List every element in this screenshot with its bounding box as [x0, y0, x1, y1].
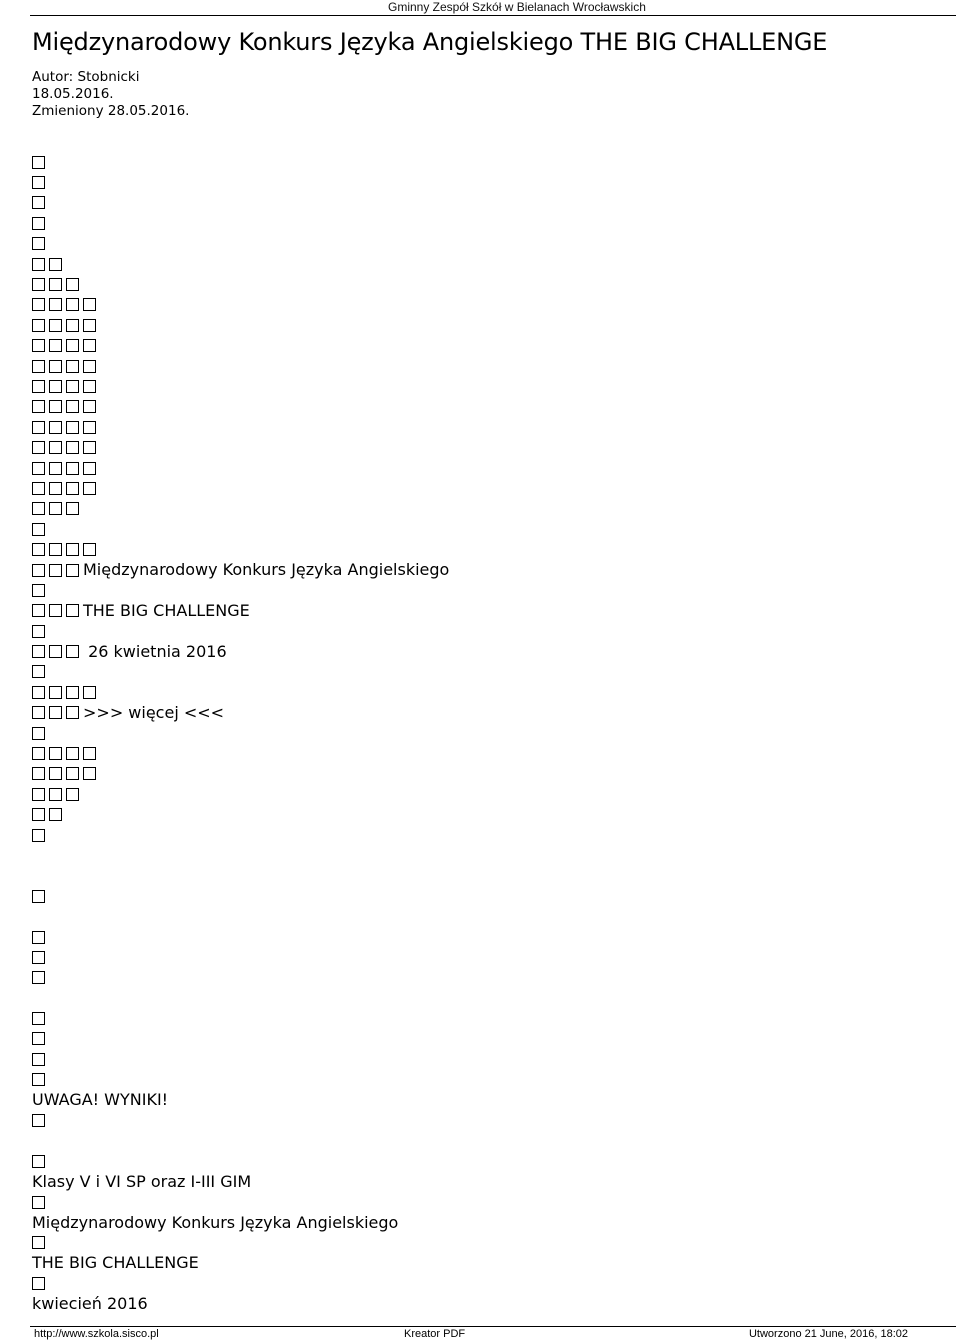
missing-glyph-icon	[32, 196, 45, 209]
missing-glyph-icon	[49, 767, 62, 780]
missing-glyph-icon	[83, 421, 96, 434]
content-line	[32, 662, 449, 682]
line-text: Międzynarodowy Konkurs Języka Angielskiego	[83, 560, 450, 579]
missing-glyph-icon	[83, 482, 96, 495]
content-line	[32, 601, 449, 621]
missing-glyph-icon	[49, 502, 62, 515]
content-line	[32, 1172, 449, 1192]
missing-glyph-icon	[32, 482, 45, 495]
content-line	[32, 478, 449, 498]
missing-glyph-icon	[66, 441, 79, 454]
content-line	[32, 172, 449, 192]
missing-glyph-icon	[49, 788, 62, 801]
content-line	[32, 1029, 449, 1049]
footer-created: Utworzono 21 June, 2016, 18:02	[748, 1328, 908, 1340]
article-body	[32, 152, 449, 1314]
missing-glyph-icon	[83, 319, 96, 332]
content-line	[32, 376, 449, 396]
missing-glyph-icon	[66, 502, 79, 515]
content-line	[32, 641, 449, 661]
content-line	[32, 458, 449, 478]
missing-glyph-icon	[32, 156, 45, 169]
missing-glyph-icon	[66, 604, 79, 617]
missing-glyph-icon	[66, 462, 79, 475]
content-line	[32, 519, 449, 539]
line-text: THE BIG CHALLENGE	[83, 600, 250, 620]
content-line	[32, 1192, 449, 1212]
missing-glyph-icon	[83, 360, 96, 373]
content-line	[32, 580, 449, 600]
author-name: Stobnicki	[77, 69, 140, 85]
missing-glyph-icon	[66, 686, 79, 699]
content-line	[32, 988, 449, 1008]
missing-glyph-icon	[49, 400, 62, 413]
missing-glyph-icon	[32, 706, 45, 719]
missing-glyph-icon	[32, 421, 45, 434]
missing-glyph-icon	[83, 400, 96, 413]
missing-glyph-icon	[32, 971, 45, 984]
missing-glyph-icon	[49, 462, 62, 475]
missing-glyph-icon	[66, 543, 79, 556]
line-text[interactable]: >>> więcej <<<	[83, 702, 225, 722]
content-line	[32, 825, 449, 845]
missing-glyph-icon	[66, 400, 79, 413]
content-line	[32, 1110, 449, 1130]
missing-glyph-icon	[32, 400, 45, 413]
content-line	[32, 274, 449, 294]
content-line	[32, 397, 449, 417]
missing-glyph-icon	[66, 645, 79, 658]
missing-glyph-icon	[49, 278, 62, 291]
author-label: Autor:	[32, 69, 74, 85]
missing-glyph-icon	[66, 564, 79, 577]
missing-glyph-icon	[49, 482, 62, 495]
missing-glyph-icon	[32, 1053, 45, 1066]
missing-glyph-icon	[32, 278, 45, 291]
missing-glyph-icon	[83, 380, 96, 393]
content-line	[32, 499, 449, 519]
missing-glyph-icon	[66, 421, 79, 434]
missing-glyph-icon	[49, 706, 62, 719]
content-line	[32, 417, 449, 437]
missing-glyph-icon	[32, 237, 45, 250]
content-line	[32, 947, 449, 967]
line-text: THE BIG CHALLENGE	[32, 1253, 199, 1273]
content-line	[32, 1212, 449, 1232]
author-row	[32, 69, 189, 86]
missing-glyph-icon	[83, 462, 96, 475]
missing-glyph-icon	[32, 523, 45, 536]
missing-glyph-icon	[66, 380, 79, 393]
content-line	[32, 886, 449, 906]
missing-glyph-icon	[49, 258, 62, 271]
missing-glyph-icon	[83, 339, 96, 352]
content-line	[32, 784, 449, 804]
missing-glyph-icon	[83, 441, 96, 454]
missing-glyph-icon	[49, 421, 62, 434]
missing-glyph-icon	[32, 931, 45, 944]
missing-glyph-icon	[49, 543, 62, 556]
missing-glyph-icon	[32, 747, 45, 760]
content-line	[32, 1253, 449, 1273]
modified-date: Zmieniony 28.05.2016.	[32, 103, 190, 119]
missing-glyph-icon	[32, 665, 45, 678]
missing-glyph-icon	[32, 1236, 45, 1249]
missing-glyph-icon	[32, 502, 45, 515]
content-line	[32, 1233, 449, 1253]
content-line	[32, 743, 449, 763]
missing-glyph-icon	[83, 767, 96, 780]
missing-glyph-icon	[49, 747, 62, 760]
missing-glyph-icon	[49, 319, 62, 332]
missing-glyph-icon	[49, 645, 62, 658]
content-line	[32, 437, 449, 457]
missing-glyph-icon	[32, 686, 45, 699]
missing-glyph-icon	[83, 686, 96, 699]
line-text: Klasy V i VI SP oraz I-III GIM	[32, 1171, 252, 1191]
line-text: kwiecień 2016	[32, 1294, 148, 1314]
missing-glyph-icon	[32, 360, 45, 373]
missing-glyph-icon	[32, 829, 45, 842]
content-line	[32, 213, 449, 233]
line-text: Międzynarodowy Konkurs Języka Angielskiego	[32, 1212, 399, 1232]
missing-glyph-icon	[32, 1196, 45, 1209]
content-line	[32, 621, 449, 641]
content-line	[32, 927, 449, 947]
missing-glyph-icon	[49, 360, 62, 373]
content-line	[32, 764, 449, 784]
content-line	[32, 866, 449, 886]
missing-glyph-icon	[32, 584, 45, 597]
missing-glyph-icon	[49, 808, 62, 821]
line-text: 26 kwietnia 2016	[83, 641, 227, 661]
content-line	[32, 295, 449, 315]
missing-glyph-icon	[32, 380, 45, 393]
missing-glyph-icon	[49, 686, 62, 699]
content-line	[32, 1090, 449, 1110]
missing-glyph-icon	[83, 298, 96, 311]
content-line	[32, 254, 449, 274]
missing-glyph-icon	[49, 604, 62, 617]
missing-glyph-icon	[66, 360, 79, 373]
content-line	[32, 1049, 449, 1069]
content-line	[32, 336, 449, 356]
content-line	[32, 234, 449, 254]
missing-glyph-icon	[32, 319, 45, 332]
missing-glyph-icon	[66, 339, 79, 352]
missing-glyph-icon	[32, 217, 45, 230]
missing-glyph-icon	[66, 706, 79, 719]
missing-glyph-icon	[32, 1032, 45, 1045]
missing-glyph-icon	[49, 339, 62, 352]
content-line	[32, 315, 449, 335]
missing-glyph-icon	[32, 604, 45, 617]
school-name: Gminny Zespół Szkół w Bielanach Wrocławskich	[388, 0, 646, 14]
content-line	[32, 1273, 449, 1293]
footer-generator: Kreator PDF	[404, 1328, 466, 1340]
content-line	[32, 723, 449, 743]
footer-url[interactable]: http://www.szkola.sisco.pl	[34, 1328, 159, 1340]
content-line	[32, 193, 449, 213]
missing-glyph-icon	[49, 298, 62, 311]
missing-glyph-icon	[66, 788, 79, 801]
missing-glyph-icon	[32, 1073, 45, 1086]
publish-date: 18.05.2016.	[32, 86, 114, 102]
missing-glyph-icon	[32, 1114, 45, 1127]
content-line	[32, 845, 449, 865]
missing-glyph-icon	[32, 1155, 45, 1168]
content-line	[32, 968, 449, 988]
content-line	[32, 1131, 449, 1151]
missing-glyph-icon	[32, 788, 45, 801]
page-title: Międzynarodowy Konkurs Języka Angielskiego THE BIG CHALLENGE	[32, 28, 828, 56]
missing-glyph-icon	[32, 1277, 45, 1290]
missing-glyph-icon	[32, 564, 45, 577]
missing-glyph-icon	[49, 564, 62, 577]
content-line	[32, 805, 449, 825]
missing-glyph-icon	[32, 441, 45, 454]
missing-glyph-icon	[32, 462, 45, 475]
missing-glyph-icon	[32, 543, 45, 556]
content-line	[32, 1151, 449, 1171]
missing-glyph-icon	[32, 298, 45, 311]
page-footer	[30, 1326, 956, 1341]
content-line	[32, 1294, 449, 1314]
missing-glyph-icon	[32, 176, 45, 189]
content-line	[32, 703, 449, 723]
content-line	[32, 1008, 449, 1028]
missing-glyph-icon	[66, 767, 79, 780]
content-line	[32, 356, 449, 376]
missing-glyph-icon	[66, 482, 79, 495]
content-line	[32, 906, 449, 926]
missing-glyph-icon	[32, 339, 45, 352]
content-line	[32, 682, 449, 702]
content-line	[32, 539, 449, 559]
missing-glyph-icon	[66, 747, 79, 760]
missing-glyph-icon	[32, 1012, 45, 1025]
line-text: UWAGA! WYNIKI!	[32, 1090, 169, 1110]
missing-glyph-icon	[32, 951, 45, 964]
missing-glyph-icon	[32, 258, 45, 271]
missing-glyph-icon	[49, 380, 62, 393]
content-line	[32, 1070, 449, 1090]
missing-glyph-icon	[66, 319, 79, 332]
missing-glyph-icon	[32, 727, 45, 740]
missing-glyph-icon	[32, 767, 45, 780]
content-line	[32, 152, 449, 172]
header-divider	[30, 15, 956, 16]
missing-glyph-icon	[83, 543, 96, 556]
missing-glyph-icon	[32, 645, 45, 658]
missing-glyph-icon	[32, 808, 45, 821]
article-meta	[32, 69, 189, 120]
content-line	[32, 560, 449, 580]
missing-glyph-icon	[49, 441, 62, 454]
missing-glyph-icon	[66, 298, 79, 311]
missing-glyph-icon	[83, 747, 96, 760]
missing-glyph-icon	[66, 278, 79, 291]
missing-glyph-icon	[32, 890, 45, 903]
missing-glyph-icon	[32, 625, 45, 638]
